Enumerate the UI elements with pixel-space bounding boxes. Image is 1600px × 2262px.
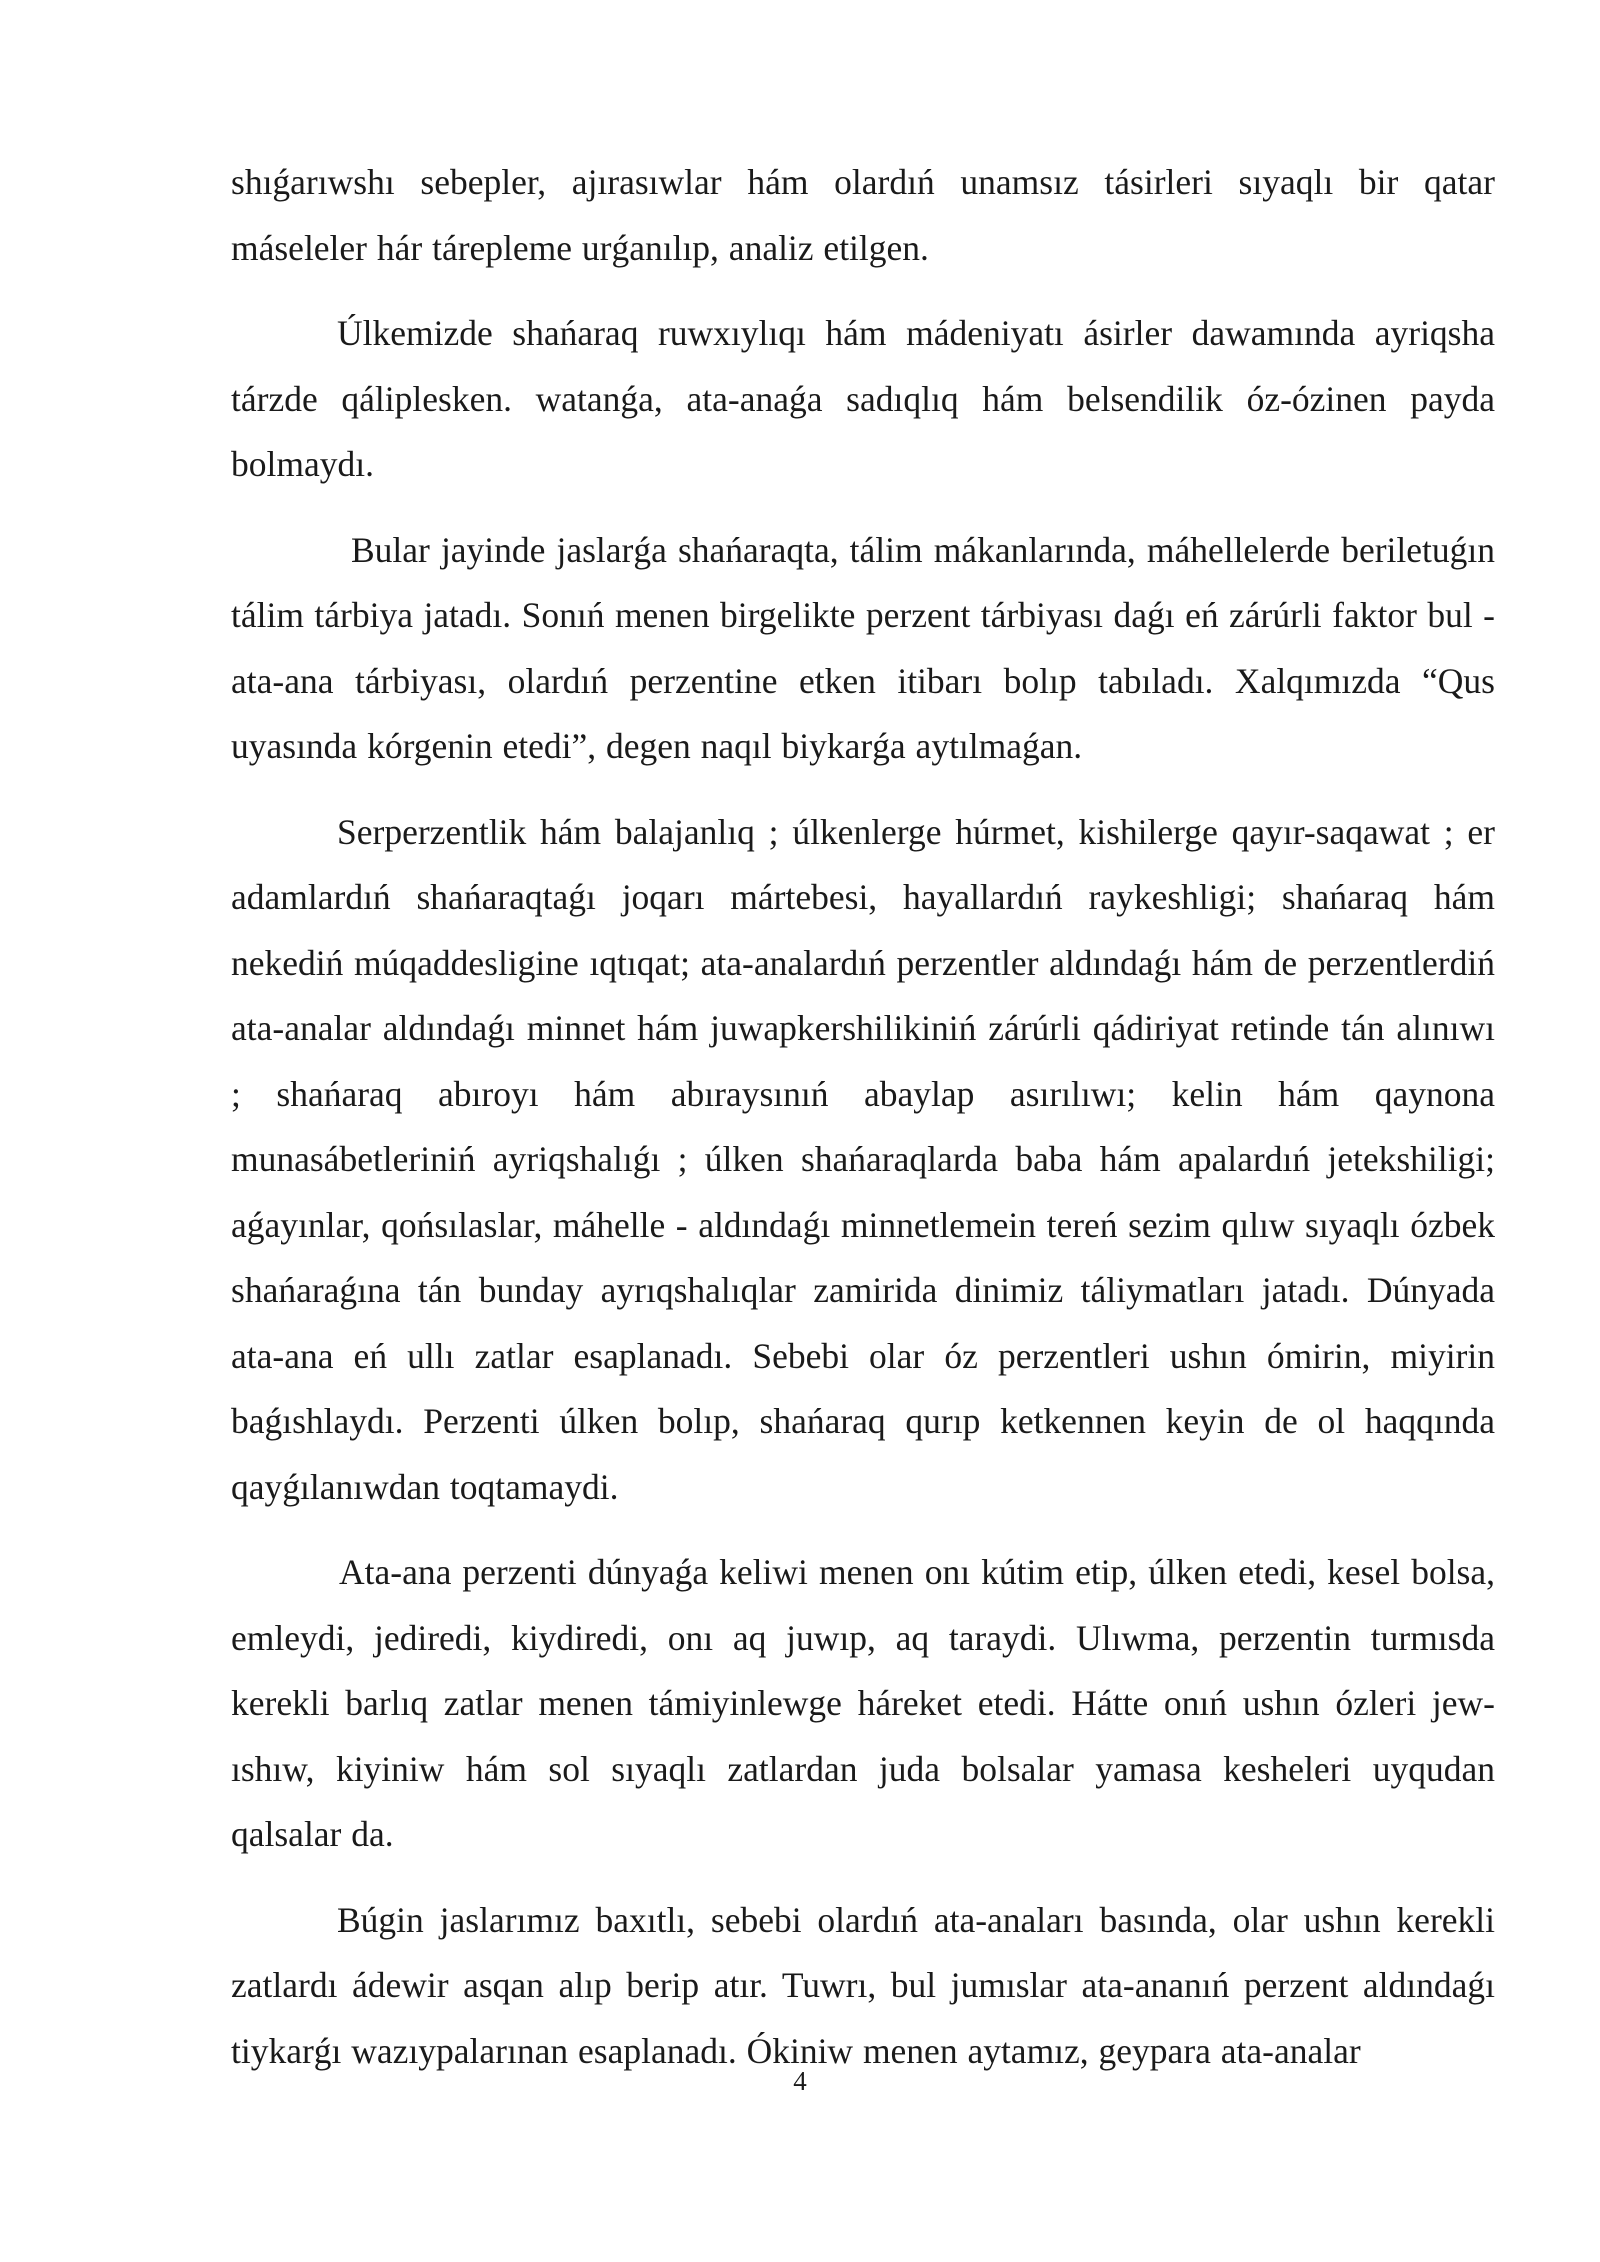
paragraph: Úlkemizde shańaraq ruwxıylıqı hám mádeniyatı ásirler dawamında ayriqsha tárzde qáliplesken. watanǵa, ata-anaǵa sadıqlıq hám belsendilik óz-ózinen payda bolmaydı. <box>231 313 1495 484</box>
paragraph-continuation: shıǵarıwshı sebepler, ajırasıwlar hám olardıń unamsız tásirleri sıyaqlı bir qatar máseleler hár tárepleme urǵanılıp, analiz etilgen. <box>231 162 1495 268</box>
paragraph: Serperzentlik hám balajanlıq ; úlkenlerge húrmet, kishilerge qayır-saqawat ; er adamlardıń shańaraqtaǵı joqarı mártebesi, hayallardıń raykeshligi; shańaraq hám nekediń múqaddesligine ıqtıqat; ata-analardıń perzentler aldındaǵı hám de perzentlerdiń ata-analar aldındaǵı minnet hám juwapkershilikiniń zárúrli qádiriyat retinde tán alınıwı ; shańaraq abıroyı hám abıraysınıń abaylap asırılıwı; kelin hám qaynona munasábetleriniń ayriqshalıǵı ; úlken shańaraqlarda baba hám apalardıń jetekshiligi; aǵayınlar, qońsılaslar, máhelle - aldındaǵı minnetlemein tereń sezim qılıw sıyaqlı ózbek shańaraǵına tán bunday ayrıqshalıqlar zamirida dinimiz táliymatları jatadı. Dúnyada ata-ana eń ullı zatlar esaplanadı. Sebebi olar óz perzentleri ushın ómirin, miyirin baǵıshlaydı. Perzenti úlken bolıp, shańaraq qurıp ketkennen keyin de ol haqqında qayǵılanıwdan toqtamaydi. <box>231 811 1495 1507</box>
page-number: 4 <box>793 2066 807 2096</box>
document-body <box>231 150 1495 2084</box>
paragraph: Ata-ana perzenti dúnyaǵa keliwi menen onı kútim etip, úlken etedi, kesel bolsa, emleydi, jediredi, kiydiredi, onı aq juwıp, aq taraydi. Ulıwma, perzentin turmısda kerekli barlıq zatlar menen támiyinlewge háreket etedi. Hátte onıń ushın ózleri jew-ıshıw, kiyiniw hám sol sıyaqlı zatlardan juda bolsalar yamasa kesheleri uyqudan qalsalar da. <box>231 1552 1495 1854</box>
paragraph: Búgin jaslarımız baxıtlı, sebebi olardıń ata-anaları basında, olar ushın kerekli zatlardı ádewir asqan alıp berip atır. Tuwrı, bul jumıslar ata-ananıń perzent aldındaǵı tiykarǵı wazıypalarınan esaplanadı. Ókiniw menen aytamız, geypara ata-analar <box>231 1899 1495 2071</box>
paragraph: Bular jayinde jaslarǵa shańaraqta, tálim mákanlarında, máhellelerde beriletuǵın tálim tárbiya jatadı. Sonıń menen birgelikte perzent tárbiyası daǵı eń zárúrli faktor bul - ata-ana tárbiyası, olardıń perzentine etken itibarı bolıp tabıladı. Xalqımızda “Qus uyasında kórgenin etedi”, degen naqıl biykarǵa aytılmaǵan. <box>231 529 1495 766</box>
